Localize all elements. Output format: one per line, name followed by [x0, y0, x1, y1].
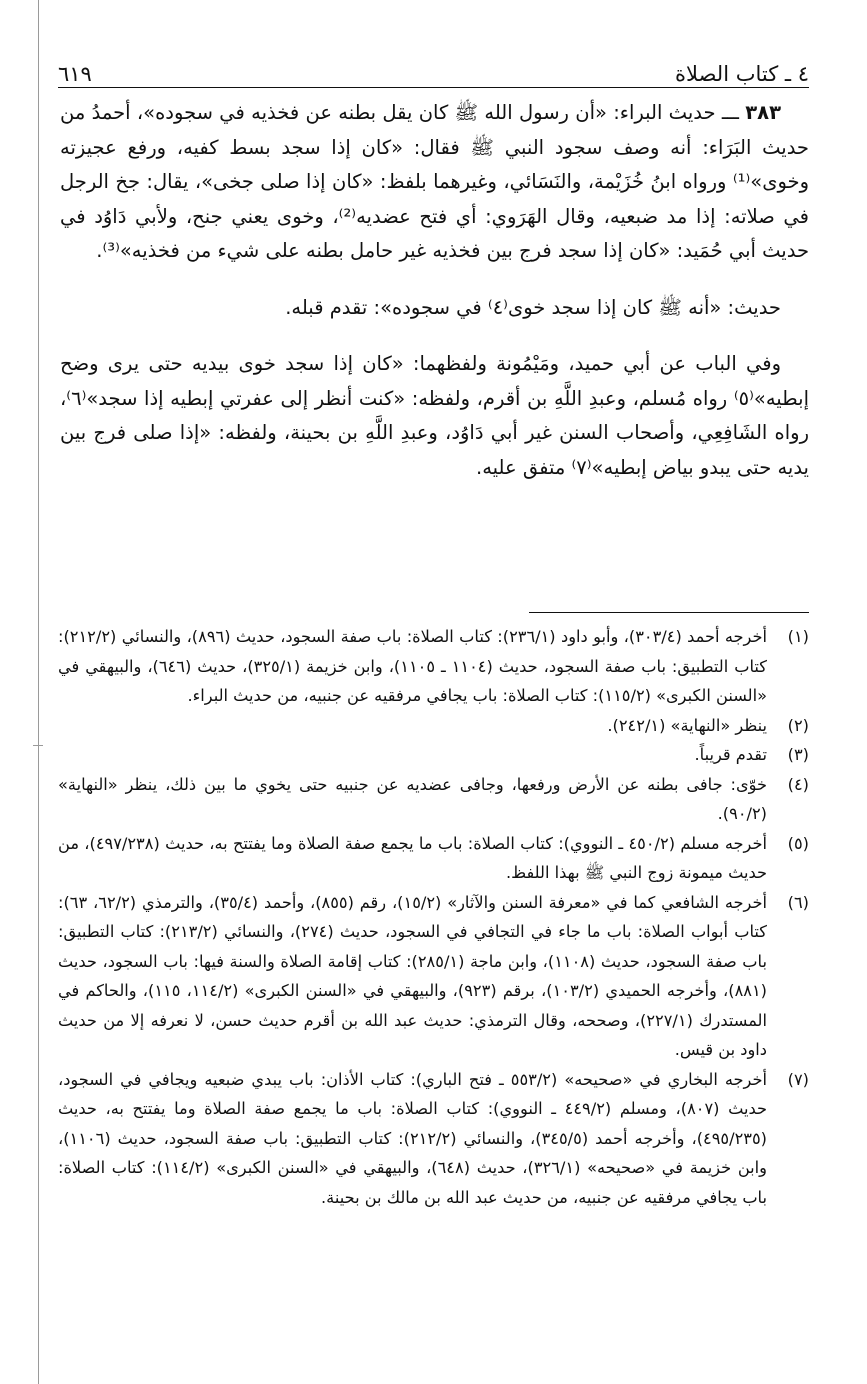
hadith-entry-383	[60, 96, 809, 269]
bab-paragraph: وفي الباب عن أبي حميد، ومَيْمُونة ولفظهما: «كان إذا سجد خوى بيديه حتى يرى وضح إبطيه»⁽٥⁾ رواه مُسلم، وعبدِ اللَّهِ بن أقرم، ولفظه: «كنت أنظر إلى عفرتي إبطيه إذا سجد»⁽٦⁾، رواه الشَافِعِي، وأصحاب السنن غير أبي دَاوُد، وعبدِ اللَّهِ بن بحينة، ولفظه: «إذا صلى فرج بين يديه حتى يبدو بياض إبطيه»⁽٧⁾ متفق عليه.	[60, 352, 809, 479]
footnote-text: خوّى: جافى بطنه عن الأرض ورفعها، وجافى عضديه عن جنبيه حتى يخوي ما بين ذلك، ينظر «النهاية» (٩٠/٢).	[58, 774, 767, 823]
footnote-4	[58, 770, 809, 829]
header-rule	[58, 87, 809, 88]
footnote-number: (١)	[787, 627, 809, 646]
footnote-3	[58, 740, 809, 770]
footnote-7	[58, 1065, 809, 1213]
footnote-1	[58, 622, 809, 711]
footnote-text: تقدم قريباً.	[694, 745, 767, 764]
footnote-text: ينظر «النهاية» (٢٤٢/١).	[607, 715, 767, 735]
main-text	[60, 96, 809, 485]
running-header	[58, 54, 809, 86]
hadith-number: ٣٨٣	[745, 101, 781, 124]
footnote-2	[58, 711, 809, 741]
footnote-6	[58, 888, 809, 1065]
footnote-number: (٣)	[787, 745, 809, 764]
hadith-text: ـــ حديث البراء: «أن رسول الله ﷺ كان يقل بطنه عن فخذيه في سجوده»، أحمدُ من حديث البَرَاء: أنه وصف سجود النبي ﷺ فقال: «كان إذا سجد بسط كفيه، ورفع عجيزته وخوى»⁽¹⁾ ورواه ابنُ خُزَيْمة، والنَسَائي، وغيرهما بلفظ: «كان إذا صلى جخى»، يقال: جخ الرجل في صلاته: إذا مد ضبعيه، وقال الهَرَوي: أي فتح عضديه⁽²⁾، وخوى يعني جنح، ولأبي دَاوُد في حديث أبي حُمَيد: «كان إذا سجد فرج بين فخذيه غير حامل بطنه على شيء من فخذيه»⁽³⁾.	[60, 101, 809, 262]
footnote-5	[58, 829, 809, 888]
footnotes	[58, 622, 809, 1212]
page-number: ٦١٩	[58, 62, 92, 86]
footnote-number: (٧)	[787, 1069, 809, 1089]
page-edge-line	[38, 0, 39, 1384]
page-edge-tick	[33, 745, 43, 746]
footnote-text: أخرجه مسلم (٤٥٠/٢ ـ النووي): كتاب الصلاة: باب ما يجمع صفة الصلاة وما يفتتح به، حديث (٤٩٧/٢٣٨)، من حديث ميمونة زوج النبي ﷺ بهذا اللفظ.	[58, 833, 767, 882]
footnote-number: (٢)	[787, 715, 809, 735]
footnote-number: (٥)	[787, 833, 809, 853]
footnote-text: أخرجه البخاري في «صحيحه» (٥٥٣/٢ ـ فتح الباري): كتاب الأذان: باب يبدي ضبعيه ويجافي في السجود، حديث (٨٠٧)، ومسلم (٤٤٩/٢ ـ النووي): كتاب الصلاة: باب ما يجمع صفة الصلاة وما يفتتح به، حديث (٤٩٥/٢٣٥)، وأخرجه أحمد (٣٤٥/٥)، والنسائي (٢١٢/٢): كتاب التطبيق: باب صفة السجود، حديث (١١٠٦)، وابن خزيمة في «صحيحه» (٣٢٦/١)، حديث (٦٤٨)، والبيهقي في «السنن الكبرى» (١١٤/٢): كتاب الصلاة: باب يجافي مرفقيه عن جنبيه، من حديث عبد الله بن مالك بن بحينة.	[58, 1069, 767, 1207]
footnote-number: (٤)	[787, 774, 809, 794]
footnote-text: أخرجه الشافعي كما في «معرفة السنن والآثار» (١٥/٢)، رقم (٨٥٥)، وأحمد (٣٥/٤)، والترمذي (٦٢/٢، ٦٣): كتاب أبواب الصلاة: باب ما جاء في التجافي في السجود، حديث (٢٧٤)، والنسائي (٢١٣/٢): كتاب التطبيق: باب صفة السجود، حديث (١١٠٨)، وابن ماجة (٢٨٥/١): كتاب إقامة الصلاة والسنة فيها: باب السجود، حديث (٨٨١)، وأخرجه الحميدي (١٠٣/٢)، برقم (٩٢٣)، والبيهقي في «السنن الكبرى» (١١٤/٢، ١١٥)، والحاكم في المستدرك (٢٢٧/١)، وصححه، وقال الترمذي: حديث عبد الله بن أقرم حديث حسن، لا نعرفه إلا من حديث داود بن قيس.	[58, 892, 768, 1059]
footnote-text: أخرجه أحمد (٣٠٣/٤)، وأبو داود (٢٣٦/١): كتاب الصلاة: باب صفة السجود، حديث (٨٩٦)، والنسائي (٢١٢/٢): كتاب التطبيق: باب صفة السجود، حديث (١١٠٤ ـ ١١٠٥)، وابن خزيمة (٣٢٥/١)، حديث (٦٤٦)، والبيهقي في «السنن الكبرى» (١١٥/٢): كتاب الصلاة: باب يجافي مرفقيه عن جنبيه، من حديث البراء.	[58, 627, 767, 705]
footnote-number: (٦)	[787, 892, 809, 912]
footnote-separator	[529, 612, 809, 613]
hadith-entry-secondary: حديث: «أنه ﷺ كان إذا سجد خوى⁽٤⁾ في سجوده»: تقدم قبله.	[285, 295, 781, 319]
section-title: ٤ ـ كتاب الصلاة	[675, 62, 809, 86]
